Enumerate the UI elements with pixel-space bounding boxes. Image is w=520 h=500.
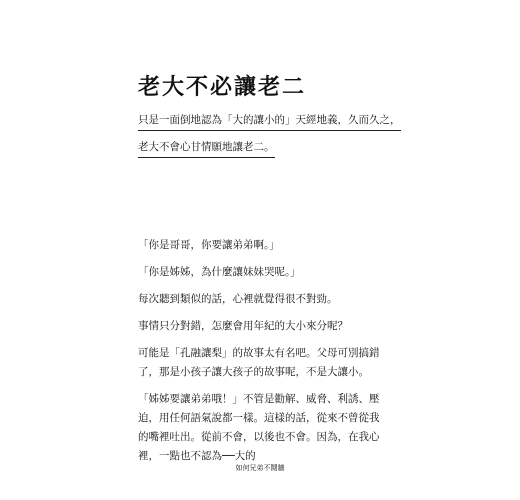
running-footer: 如何兄弟不鬩牆 <box>235 464 285 472</box>
subtitle-line-2: 老大不會心甘情願地讓老二。 <box>138 140 275 158</box>
paragraph-5: 可能是「孔融讓梨」的故事太有名吧。父母可別搞錯了，那是小孩子讓大孩子的故事呢，不是大讓小。 <box>138 347 380 378</box>
paragraph-1: 「你是哥哥，你要讓弟弟啊。」 <box>138 239 280 251</box>
subtitle-line-1: 只是一面倒地認為「大的讓小的」天經地義，久而久之， <box>138 113 401 131</box>
chapter-subtitle <box>138 108 401 162</box>
paragraph-4: 事情只分對錯，怎麼會用年紀的大小來分呢？ <box>138 320 348 332</box>
body-text <box>138 236 386 474</box>
paragraph-3: 每次聽到類似的話，心裡就覺得很不對勁。 <box>138 293 338 305</box>
paragraph-6: 「姊姊要讓弟弟哦！」不管是勸解、威脅、利誘、壓迫，用任何語氣說都一樣。這樣的話，從來不曾從我的嘴裡吐出。從前不會，以後也不會。因為，在我心裡，一點也不認為──大的 <box>138 393 380 462</box>
chapter-title: 老大不必讓老二 <box>138 75 307 100</box>
paragraph-2: 「你是姊姊，為什麼讓妹妹哭呢。」 <box>138 266 301 278</box>
